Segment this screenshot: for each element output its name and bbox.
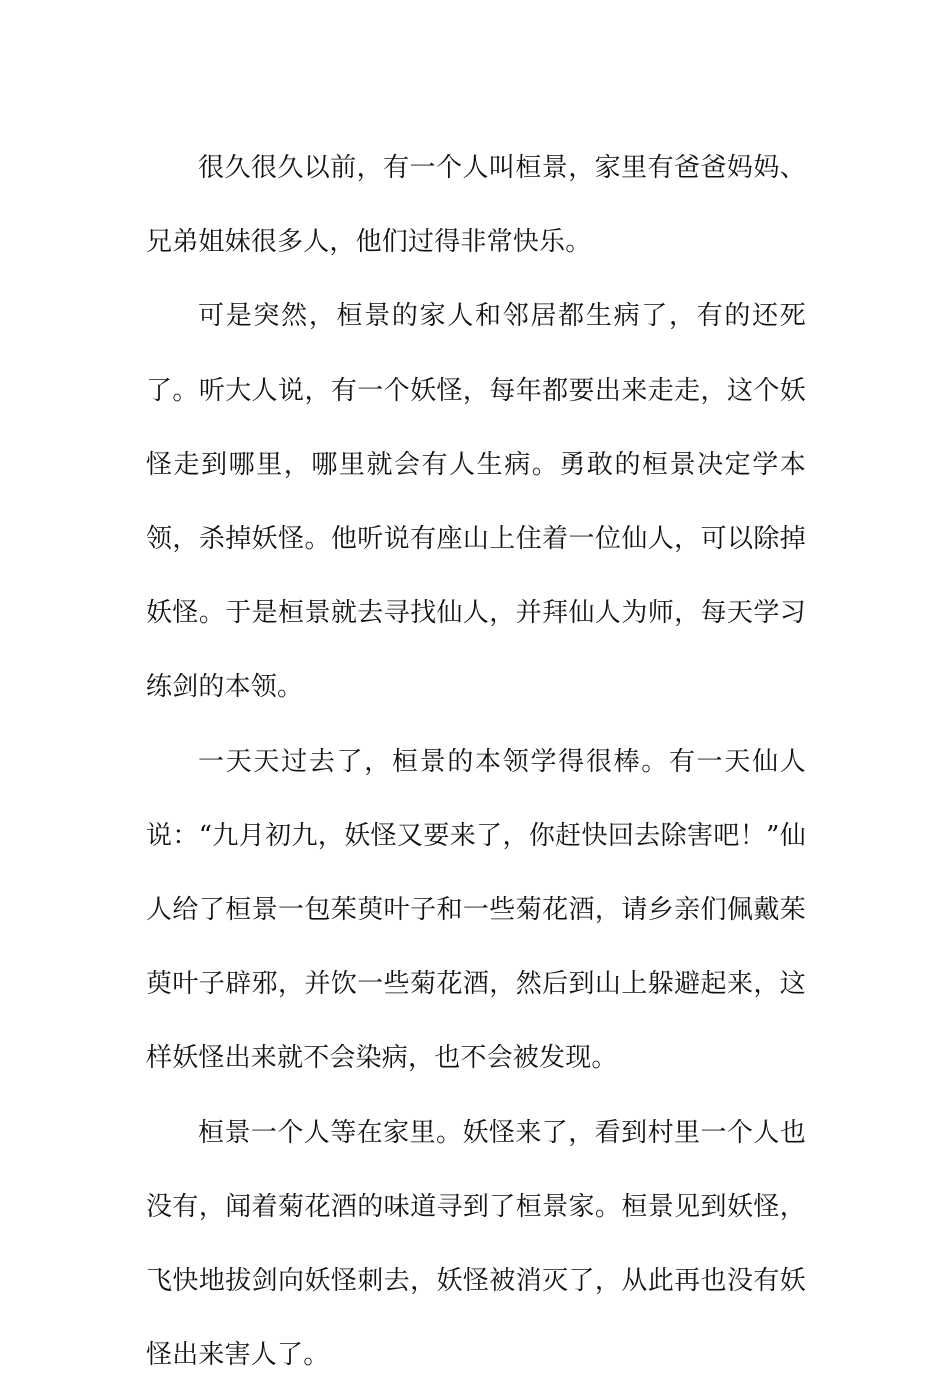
paragraph-3: 一天天过去了，桓景的本领学得很棒。有一天仙人说：“九月初九，妖怪又要来了，你赶快回去除害吧！”仙人给了桓景一包茱萸叶子和一些菊花酒，请乡亲们佩戴茱萸叶子辟邪，并饮一些菊花酒，然后到山上躲避起来，这样妖怪出来就不会染病，也不会被发现。: [146, 746, 806, 1074]
paragraph-2: 可是突然，桓景的家人和邻居都生病了，有的还死了。听大人说，有一个妖怪，每年都要出来走走，这个妖怪走到哪里，哪里就会有人生病。勇敢的桓景决定学本领，杀掉妖怪。他听说有座山上住着一位仙人，可以除掉妖怪。于是桓景就去寻找仙人，并拜仙人为师，每天学习练剑的本领。: [146, 301, 806, 703]
paragraph-4: 桓景一个人等在家里。妖怪来了，看到村里一个人也没有，闻着菊花酒的味道寻到了桓景家。桓景见到妖怪，飞快地拔剑向妖怪刺去，妖怪被消灭了，从此再也没有妖怪出来害人了。: [146, 1117, 806, 1371]
paragraph-1: 很久很久以前，有一个人叫桓景，家里有爸爸妈妈、兄弟姐妹很多人，他们过得非常快乐。: [146, 153, 806, 258]
story-text: [146, 131, 806, 1392]
